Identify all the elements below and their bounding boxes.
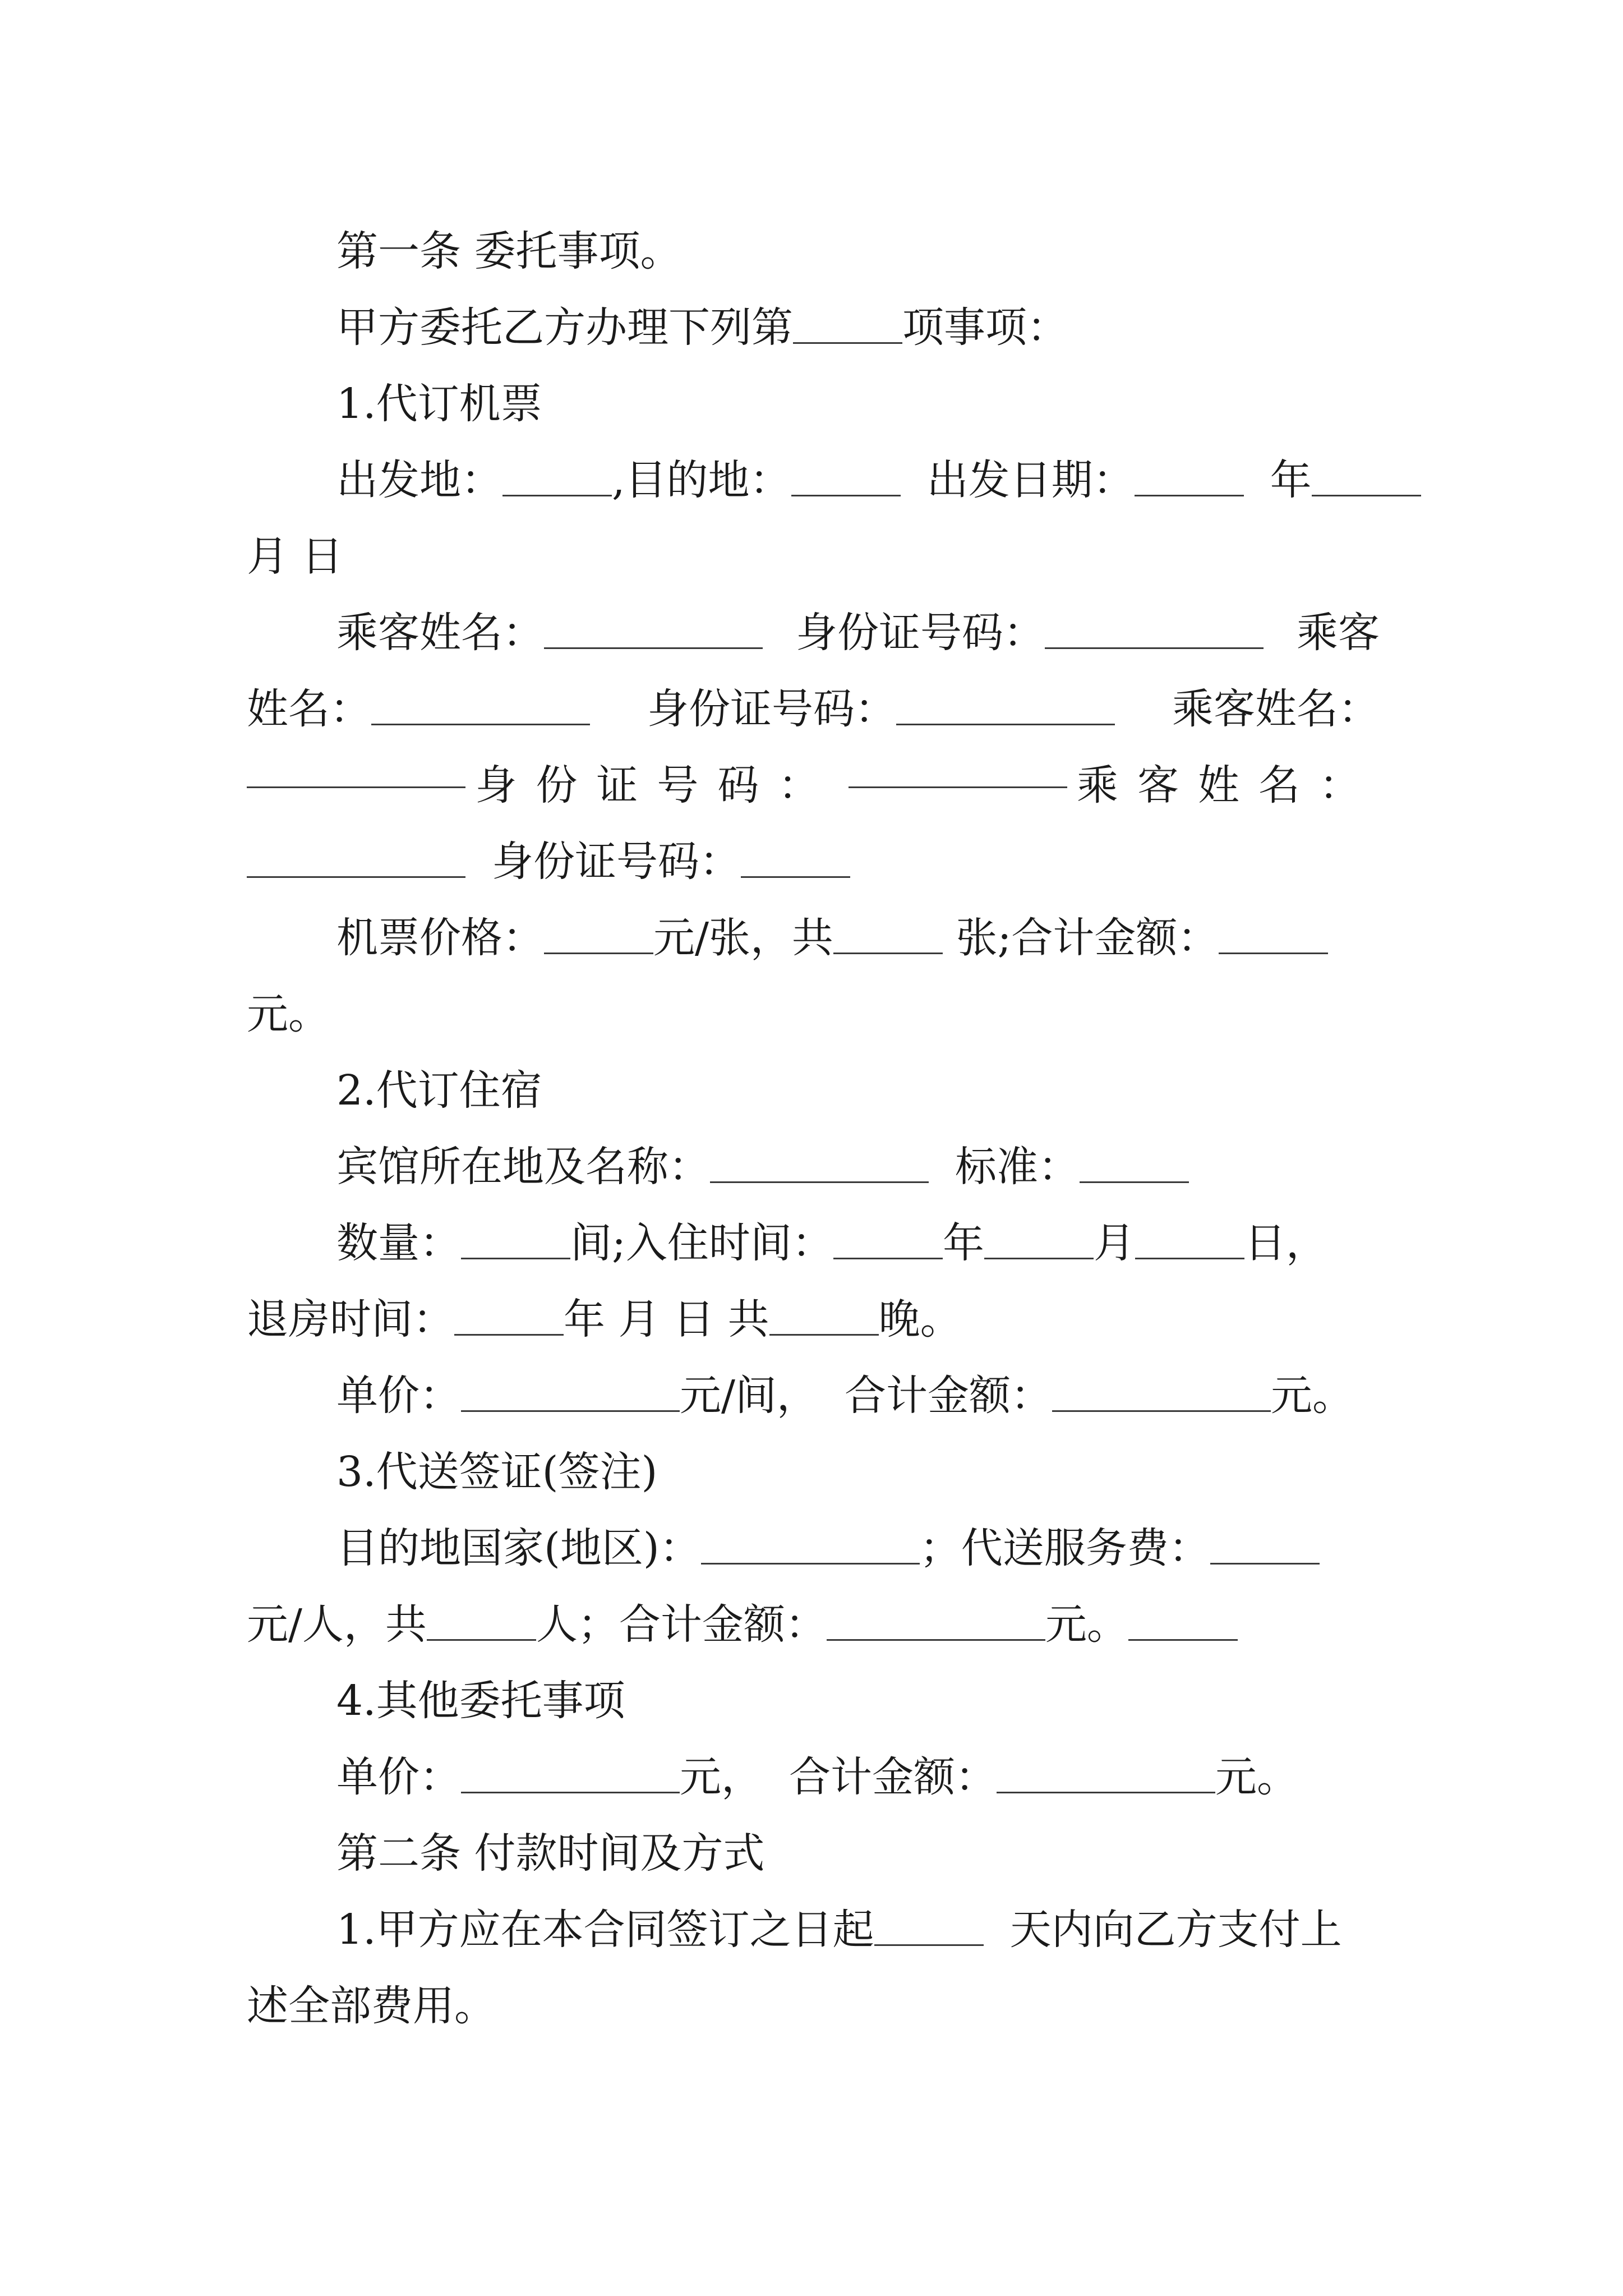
blank-item-number[interactable] xyxy=(793,302,902,343)
blank-passenger-name[interactable] xyxy=(247,747,465,788)
blank-room-total[interactable] xyxy=(1052,1370,1271,1411)
contract-document xyxy=(247,213,1380,2044)
blank-visa-country[interactable] xyxy=(701,1523,920,1564)
ticket-price-line: 机票价格： 元/张，共 张;合计金额： xyxy=(247,900,1380,976)
article-1-title: 第一条 委托事项。 xyxy=(336,227,682,275)
blank-passenger-id[interactable] xyxy=(1045,608,1264,648)
room-line: 数量： 间;入住时间： 年 月 日， xyxy=(336,1219,1327,1267)
blank-month[interactable] xyxy=(1312,455,1421,496)
visa-line: 目的地国家(地区)： ；代送服务费： xyxy=(247,1510,1380,1586)
article-1-intro: 甲方委托乙方办理下列第 项事项： xyxy=(336,303,1068,352)
blank-room-count[interactable] xyxy=(461,1218,570,1259)
blank-year[interactable] xyxy=(1135,455,1244,496)
blank-hotel-standard[interactable] xyxy=(1080,1142,1189,1182)
blank-departure[interactable] xyxy=(502,455,612,496)
blank-visa-extra[interactable] xyxy=(1128,1599,1238,1640)
passenger-line-4: 身份证号码： xyxy=(247,823,1380,900)
blank-checkout-year[interactable] xyxy=(454,1294,564,1335)
section-4-title: 4.其他委托事项 xyxy=(336,1677,625,1725)
article-2-title: 第二条 付款时间及方式 xyxy=(336,1829,765,1878)
section-2-title: 2.代订住宿 xyxy=(336,1066,542,1115)
blank-visa-people[interactable] xyxy=(427,1599,536,1640)
passenger-line-3: 身份证号码： 乘客姓名： xyxy=(247,747,1380,823)
departure-date-line: 月 日 xyxy=(247,532,343,581)
blank-ticket-count[interactable] xyxy=(833,913,943,954)
ticket-price-tail: 元。 xyxy=(247,990,330,1038)
room-price-line: 单价： 元/间， 合计金额： 元。 xyxy=(336,1372,1354,1420)
blank-payment-days[interactable] xyxy=(874,1904,984,1945)
blank-ticket-total[interactable] xyxy=(1219,913,1328,954)
blank-other-total[interactable] xyxy=(997,1752,1215,1793)
blank-ticket-price[interactable] xyxy=(544,913,653,954)
blank-passenger-id[interactable] xyxy=(849,747,1067,788)
blank-passenger-name[interactable] xyxy=(544,608,763,648)
blank-other-price[interactable] xyxy=(461,1752,680,1793)
checkout-line: 退房时间： 年 月 日 共 晚。 xyxy=(247,1295,962,1343)
section-3-title: 3.代送签证(签注) xyxy=(336,1448,658,1496)
blank-nights[interactable] xyxy=(769,1294,879,1335)
payment-tail: 述全部费用。 xyxy=(247,1982,496,2030)
blank-checkin-year[interactable] xyxy=(833,1218,943,1259)
blank-passenger-name[interactable] xyxy=(371,684,590,725)
blank-checkin-month[interactable] xyxy=(984,1218,1094,1259)
passenger-line-1: 乘客姓名： 身份证号码： 乘客 xyxy=(336,609,1380,657)
section-1-title: 1.代订机票 xyxy=(336,380,542,428)
hotel-line: 宾馆所在地及名称： 标准： xyxy=(247,1129,1380,1205)
blank-destination[interactable] xyxy=(791,455,901,496)
blank-passenger-id[interactable] xyxy=(741,836,850,877)
blank-hotel-name[interactable] xyxy=(710,1142,929,1182)
blank-checkin-day[interactable] xyxy=(1135,1218,1244,1259)
other-price-line: 单价： 元， 合计金额： 元。 xyxy=(336,1753,1299,1801)
passenger-line-2: 姓名： 身份证号码： 乘客姓名： xyxy=(247,685,1380,733)
blank-room-price[interactable] xyxy=(461,1370,680,1411)
visa-total-line: 元/人，共 人；合计金额： 元。 xyxy=(247,1586,1380,1663)
blank-visa-total[interactable] xyxy=(827,1599,1045,1640)
blank-passenger-id[interactable] xyxy=(896,684,1115,725)
departure-line: 出发地： ,目的地： 出发日期： 年 xyxy=(247,442,1380,518)
blank-visa-fee[interactable] xyxy=(1210,1523,1320,1564)
blank-passenger-name[interactable] xyxy=(247,836,465,877)
payment-line: 1.甲方应在本合同签订之日起 天内向乙方支付上 xyxy=(336,1906,1342,1954)
